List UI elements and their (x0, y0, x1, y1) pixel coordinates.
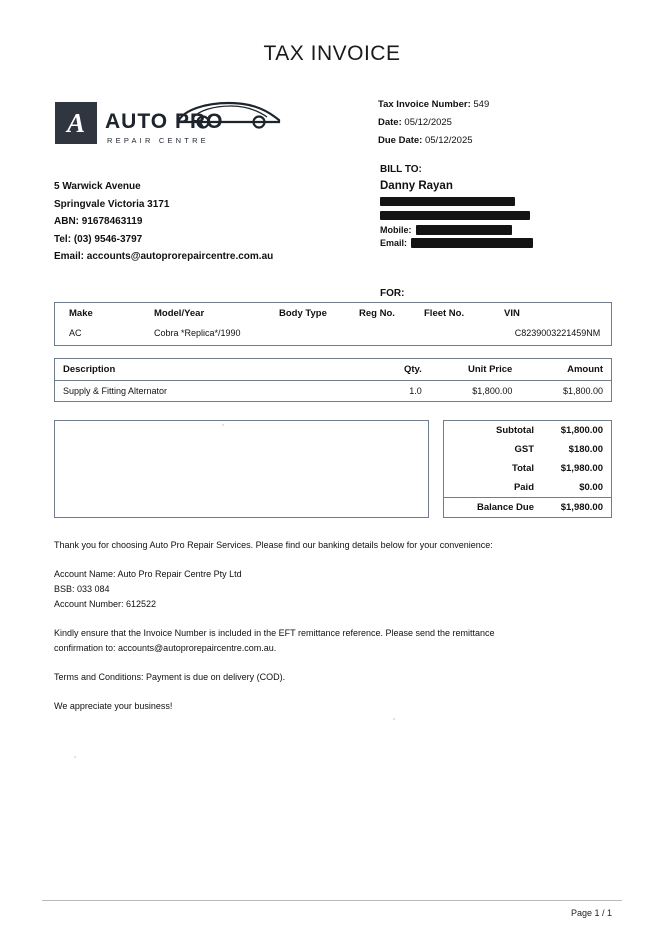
subtotal-label: Subtotal (496, 425, 534, 436)
bill-to-email-label: Email: (380, 238, 408, 248)
table-row (55, 324, 611, 345)
invoice-number-value: 549 (473, 99, 490, 110)
company-email: Email: accounts@autoprorepaircentre.com.au (54, 251, 274, 262)
logo-wordmark: AUTO PRO (105, 110, 224, 133)
totals-row-paid (444, 478, 611, 498)
totals-row-gst (444, 440, 611, 459)
invoice-number-label: Tax Invoice Number: (378, 99, 471, 110)
page-title: TAX INVOICE (263, 42, 401, 65)
item-unit-price: $1,800.00 (472, 386, 513, 396)
vehicle-reg-no-value (359, 324, 424, 345)
banking-details (54, 567, 594, 612)
vehicle-col-reg-no: Reg No. (359, 308, 395, 319)
invoice-meta (378, 96, 489, 150)
redacted-address-line1 (380, 197, 515, 206)
paid-label: Paid (513, 482, 534, 493)
totals-row-balance-due (444, 498, 611, 518)
items-col-qty: Qty. (364, 359, 430, 381)
invoice-due-date-row (378, 132, 489, 150)
totals-table (443, 420, 612, 518)
table-row (55, 381, 611, 402)
remittance-line-1: Kindly ensure that the Invoice Number is included in the EFT remittance reference. Please send the remittance (54, 628, 495, 638)
vehicle-col-vin: VIN (504, 308, 520, 319)
vehicle-col-model-year: Model/Year (154, 308, 205, 319)
total-label: Total (512, 463, 534, 474)
item-description: Supply & Fitting Alternator (63, 386, 168, 396)
footer-notes (54, 538, 594, 728)
gst-value: $180.00 (568, 444, 603, 455)
company-details (54, 178, 273, 266)
balance-due-value: $1,980.00 (542, 498, 611, 518)
invoice-due-date-value: 05/12/2025 (424, 135, 473, 146)
logo-tagline: REPAIR CENTRE (107, 136, 209, 145)
scan-speck (393, 718, 395, 720)
bill-to-block (380, 164, 533, 248)
subtotal-value: $1,800.00 (560, 425, 603, 436)
account-number: Account Number: 612522 (54, 599, 157, 609)
bill-to-name: Danny Rayan (380, 180, 453, 192)
redacted-address-line2 (380, 211, 530, 220)
footer-divider (42, 900, 622, 901)
for-label: FOR: (380, 288, 405, 299)
vehicle-table (54, 302, 612, 346)
vehicle-col-make: Make (69, 308, 93, 319)
vehicle-vin-value: C8239003221459NM (514, 328, 601, 338)
notes-box (54, 420, 429, 518)
vehicle-col-body-type: Body Type (279, 308, 327, 319)
balance-due-label: Balance Due (444, 498, 542, 518)
items-col-unit-price: Unit Price (430, 359, 521, 381)
page-number: Page 1 / 1 (570, 908, 612, 918)
paid-value: $0.00 (579, 482, 603, 493)
items-col-description: Description (55, 359, 364, 381)
items-col-amount: Amount (520, 359, 611, 381)
redacted-mobile (416, 225, 512, 235)
item-amount: $1,800.00 (562, 386, 603, 396)
vehicle-body-type-value (279, 324, 359, 345)
invoice-due-date-label: Due Date: (378, 135, 423, 146)
invoice-date-label: Date: (378, 117, 402, 128)
vehicle-table-header-row (55, 303, 611, 324)
bill-to-mobile-row (380, 225, 533, 235)
vehicle-fleet-no-value (424, 324, 504, 345)
thanks-paragraph: Thank you for choosing Auto Pro Repair Services. Please find our banking details below for your convenience: (54, 540, 493, 550)
company-tel: Tel: (03) 9546-3797 (54, 233, 143, 245)
line-items-table (54, 358, 612, 402)
company-logo (55, 100, 235, 160)
bill-to-heading: BILL TO: (380, 164, 422, 175)
bill-to-email-row (380, 238, 533, 248)
gst-label: GST (514, 444, 534, 455)
vehicle-make-value: AC (69, 328, 82, 338)
logo-badge-icon (55, 102, 97, 144)
invoice-date-row (378, 114, 489, 132)
closing-line: We appreciate your business! (54, 701, 173, 711)
totals-row-total (444, 459, 611, 478)
remittance-note (54, 626, 594, 656)
account-name: Account Name: Auto Pro Repair Centre Pty Ltd (54, 569, 242, 579)
logo-badge-letter: A (66, 108, 85, 138)
scan-speck (74, 756, 76, 758)
bsb: BSB: 033 084 (54, 584, 110, 594)
company-abn: ABN: 91678463119 (54, 216, 143, 227)
line-items-header-row (55, 359, 611, 381)
invoice-number-row (378, 96, 489, 114)
vehicle-model-year-value: Cobra *Replica*/1990 (154, 328, 241, 338)
scan-speck (222, 424, 224, 426)
total-value: $1,980.00 (560, 463, 603, 474)
vehicle-col-fleet-no: Fleet No. (424, 308, 465, 319)
remittance-line-2: confirmation to: accounts@autoprorepaircentre.com.au. (54, 643, 277, 653)
item-qty: 1.0 (409, 386, 422, 396)
bill-to-mobile-label: Mobile: (380, 225, 412, 235)
redacted-email (411, 238, 533, 248)
totals-row-subtotal (444, 421, 611, 440)
invoice-date-value: 05/12/2025 (404, 117, 452, 128)
terms-and-conditions: Terms and Conditions: Payment is due on delivery (COD). (54, 672, 286, 682)
company-address-line2: Springvale Victoria 3171 (54, 198, 170, 210)
company-address-line1: 5 Warwick Avenue (54, 181, 141, 192)
